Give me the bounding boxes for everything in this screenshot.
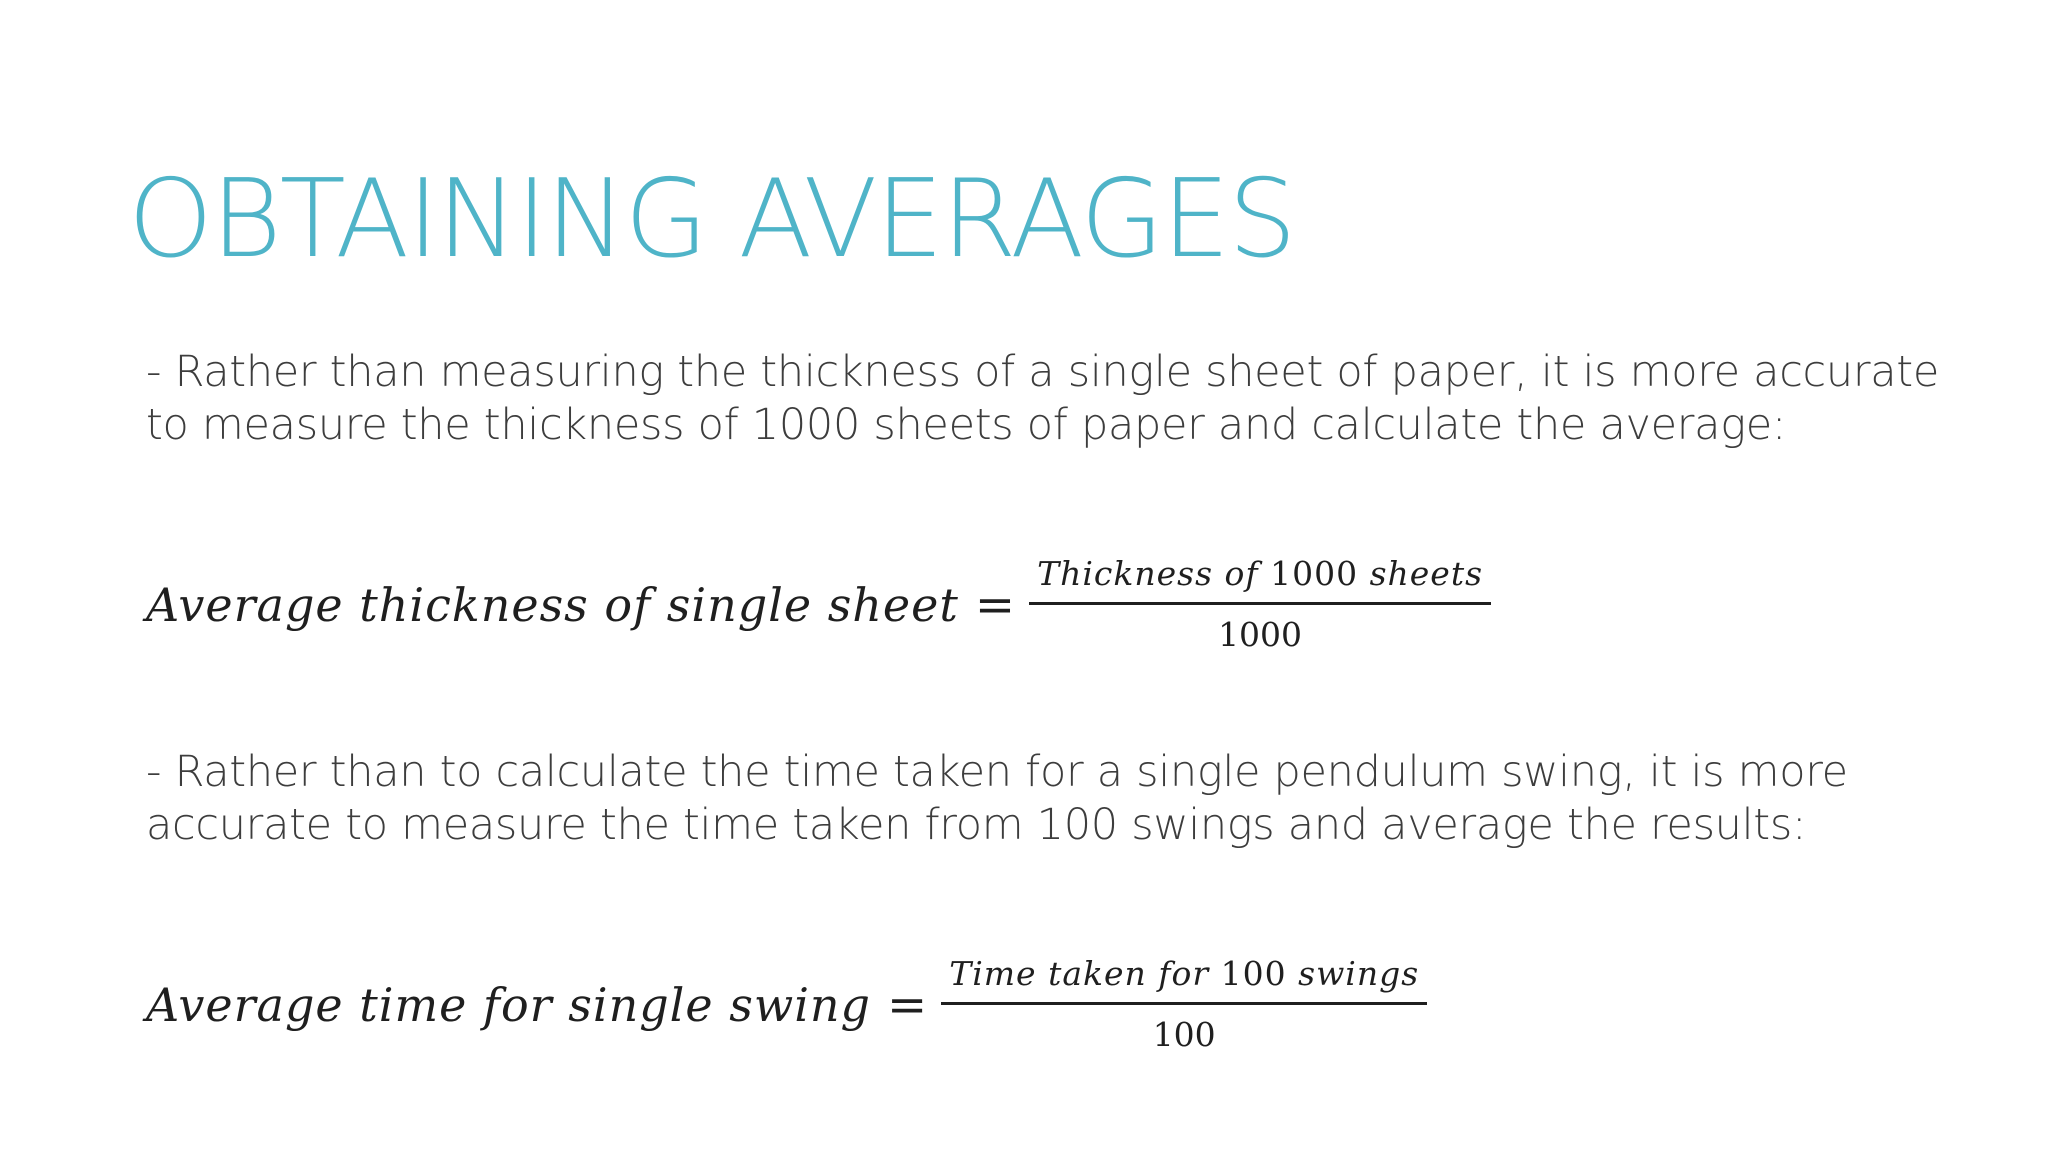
numerator-number: 100 — [1220, 954, 1287, 993]
equals-sign: = — [886, 976, 928, 1033]
fraction-numerator — [941, 952, 1427, 1005]
numerator-number: 1000 — [1270, 554, 1359, 593]
numerator-text: sheets — [1358, 554, 1484, 593]
fraction-denominator: 1000 — [1218, 615, 1303, 654]
numerator-text: swings — [1286, 954, 1420, 993]
equation-average-time — [146, 952, 1427, 1057]
paragraph-line: - Rather than measuring the thickness of a single sheet of paper, it is more accurate — [146, 347, 1939, 397]
equals-sign: = — [974, 576, 1016, 633]
paragraph-line: to measure the thickness of 1000 sheets of paper and calculate the average: — [146, 400, 1787, 450]
fraction-numerator — [1029, 552, 1491, 605]
fraction — [1029, 552, 1491, 657]
numerator-text: Time taken for — [949, 954, 1221, 993]
paragraph-line: - Rather than to calculate the time taken for a single pendulum swing, it is more — [146, 747, 1848, 797]
slide-title: OBTAINING AVERAGES — [128, 157, 1295, 282]
paragraph-paper-thickness — [146, 346, 1946, 452]
paragraph-pendulum-swing — [146, 746, 1946, 852]
numerator-text: Thickness of — [1037, 554, 1271, 593]
equation-lhs: Average thickness of single sheet — [146, 577, 959, 632]
paragraph-line: accurate to measure the time taken from 100 swings and average the results: — [146, 800, 1807, 850]
fraction-denominator: 100 — [1152, 1015, 1216, 1054]
fraction — [941, 952, 1427, 1057]
equation-average-thickness — [146, 552, 1491, 657]
equation-lhs: Average time for single swing — [146, 977, 871, 1032]
